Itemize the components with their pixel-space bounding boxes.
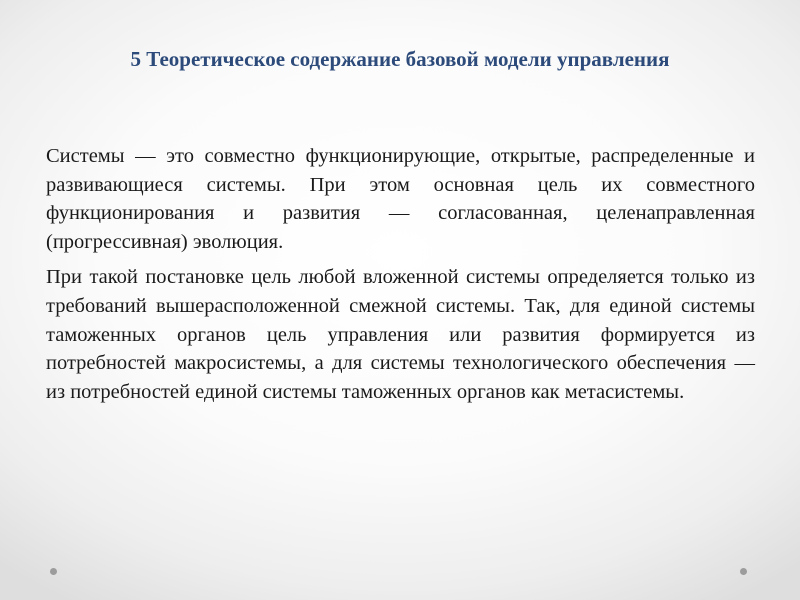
decorative-dot-left [50, 568, 57, 575]
decorative-dot-right [740, 568, 747, 575]
slide-body [46, 142, 755, 413]
body-paragraph-1: Системы — это совместно функционирующие, открытые, распределенные и развивающиеся системы. При этом основная цель их совместного функционирования и развития — согласованная, целенаправленная (прогрессивная) эволюция. [46, 145, 755, 253]
slide-title: 5 Теоретическое содержание базовой модели управления [130, 47, 670, 71]
body-paragraph-2: При такой постановке цель любой вложенной системы определяется только из требований вышерасположенной смежной системы. Так, для единой системы таможенных органов цель управления или развития формируется из потребностей макросистемы, а для системы технологического обеспечения — из потребностей единой системы таможенных органов как метасистемы. [46, 266, 755, 403]
